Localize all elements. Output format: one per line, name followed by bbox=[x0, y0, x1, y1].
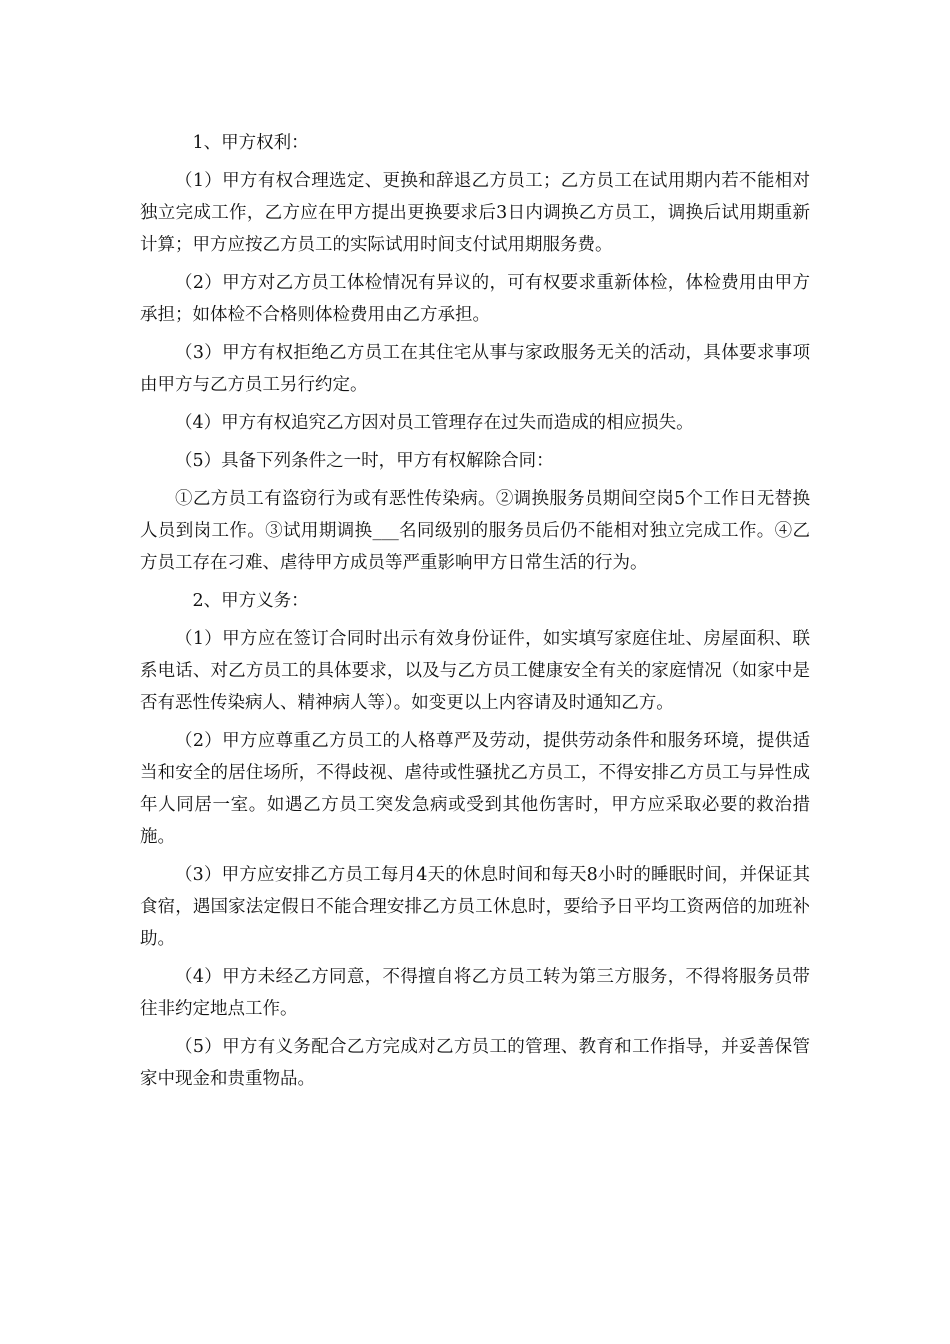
paragraph-right-1: （1）甲方有权合理选定、更换和辞退乙方员工；乙方员工在试用期内若不能相对独立完成工作，乙方应在甲方提出更换要求后3日内调换乙方员工，调换后试用期重新计算；甲方应按乙方员工的实际试用时间支付试用期服务费。 bbox=[140, 171, 810, 255]
paragraph-obligation-2: （2）甲方应尊重乙方员工的人格尊严及劳动，提供劳动条件和服务环境，提供适当和安全的居住场所，不得歧视、虐待或性骚扰乙方员工，不得安排乙方员工与异性成年人同居一室。如遇乙方员工突发急病或受到其他伤害时，甲方应采取必要的救治措施。 bbox=[140, 731, 810, 847]
paragraph-obligation-1: （1）甲方应在签订合同时出示有效身份证件，如实填写家庭住址、房屋面积、联系电话、对乙方员工的具体要求，以及与乙方员工健康安全有关的家庭情况（如家中是否有恶性传染病人、精神病人等）。如变更以上内容请及时通知乙方。 bbox=[140, 629, 810, 713]
paragraph-obligation-4: （4）甲方未经乙方同意，不得擅自将乙方员工转为第三方服务，不得将服务员带往非约定地点工作。 bbox=[140, 967, 810, 1019]
paragraph-obligation-3: （3）甲方应安排乙方员工每月4天的休息时间和每天8小时的睡眠时间，并保证其食宿，遇国家法定假日不能合理安排乙方员工休息时，要给予日平均工资两倍的加班补助。 bbox=[140, 865, 810, 949]
paragraph-right-2: （2）甲方对乙方员工体检情况有异议的，可有权要求重新体检，体检费用由甲方承担；如体检不合格则体检费用由乙方承担。 bbox=[140, 273, 810, 325]
section-heading-party-a-obligations: 2、甲方义务： bbox=[192, 591, 309, 611]
paragraph-right-5: （5）具备下列条件之一时，甲方有权解除合同： bbox=[175, 451, 554, 471]
paragraph-termination-conditions: ①乙方员工有盗窃行为或有恶性传染病。②调换服务员期间空岗5个工作日无替换人员到岗工作。③试用期调换___名同级别的服务员后仍不能相对独立完成工作。④乙方员工存在刁难、虐待甲方成员等严重影响甲方日常生活的行为。 bbox=[140, 489, 810, 573]
document-page bbox=[140, 127, 810, 1101]
paragraph-right-3: （3）甲方有权拒绝乙方员工在其住宅从事与家政服务无关的活动，具体要求事项由甲方与乙方员工另行约定。 bbox=[140, 343, 810, 395]
paragraph-right-4: （4）甲方有权追究乙方因对员工管理存在过失而造成的相应损失。 bbox=[175, 413, 694, 433]
paragraph-obligation-5: （5）甲方有义务配合乙方完成对乙方员工的管理、教育和工作指导，并妥善保管家中现金和贵重物品。 bbox=[140, 1037, 810, 1089]
section-heading-party-a-rights: 1、甲方权利： bbox=[192, 133, 309, 153]
